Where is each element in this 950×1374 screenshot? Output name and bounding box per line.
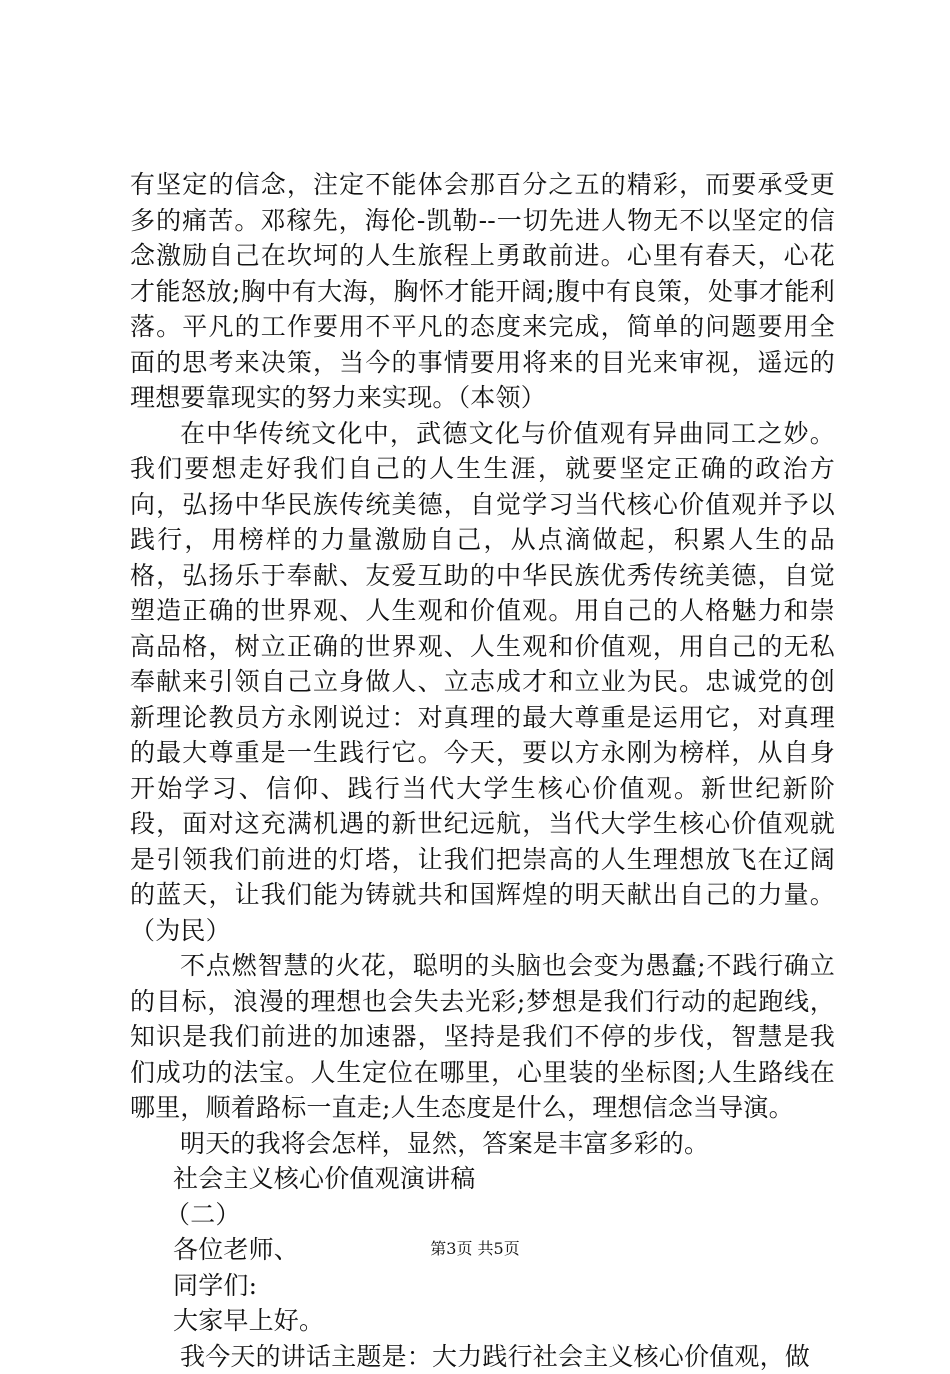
page-footer [0, 1239, 950, 1259]
salutation-teachers: 各位老师、 [130, 1232, 835, 1268]
speech-number: （二） [130, 1197, 835, 1233]
body-paragraph-final: 我今天的讲话主题是：大力践行社会主义核心价值观，做 [130, 1339, 835, 1374]
body-paragraph-1: 有坚定的信念，注定不能体会那百分之五的精彩，而要承受更多的痛苦。邓稼先，海伦-凯勒--一切先进人物无不以坚定的信念激励自己在坎坷的人生旅程上勇敢前进。心里有春天，心花才能怒放;胸中有大海，胸怀才能开阔;腹中有良策，处事才能利落。平凡的工作要用不平凡的态度来完成，简单的问题要用全面的思考来决策，当今的事情要用将来的目光来审视，遥远的理想要靠现实的努力来实现。（本领） [130, 167, 835, 416]
body-paragraph-4: 明天的我将会怎样，显然，答案是丰富多彩的。 [130, 1126, 835, 1162]
body-paragraph-3: 不点燃智慧的火花，聪明的头脑也会变为愚蠢;不践行确立的目标，浪漫的理想也会失去光彩;梦想是我们行动的起跑线，知识是我们前进的加速器，坚持是我们不停的步伐，智慧是我们成功的法宝。人生定位在哪里，心里装的坐标图;人生路线在哪里，顺着路标一直走;人生态度是什么，理想信念当导演。 [130, 948, 835, 1126]
body-paragraph-2: 在中华传统文化中，武德文化与价值观有异曲同工之妙。我们要想走好我们自己的人生生涯，就要坚定正确的政治方向，弘扬中华民族传统美德，自觉学习当代核心价值观并予以践行，用榜样的力量激励自己，从点滴做起，积累人生的品格，弘扬乐于奉献、友爱互助的中华民族优秀传统美德，自觉塑造正确的世界观、人生观和价值观。用自己的人格魅力和崇高品格，树立正确的世界观、人生观和价值观，用自己的无私奉献来引领自己立身做人、立志成才和立业为民。忠诚党的创新理论教员方永刚说过：对真理的最大尊重是运用它，对真理的最大尊重是一生践行它。今天，要以方永刚为榜样，从自身开始学习、信仰、践行当代大学生核心价值观。新世纪新阶段，面对这充满机遇的新世纪远航，当代大学生核心价值观就是引领我们前进的灯塔，让我们把崇高的人生理想放飞在辽阔的蓝天，让我们能为铸就共和国辉煌的明天献出自己的力量。（为民） [130, 416, 835, 949]
document-body [130, 167, 835, 1374]
speech-title: 社会主义核心价值观演讲稿 [130, 1161, 835, 1197]
page-number-label: 第3页 共5页 [430, 1239, 519, 1258]
greeting-line: 大家早上好。 [130, 1303, 835, 1339]
salutation-students: 同学们: [130, 1268, 835, 1304]
